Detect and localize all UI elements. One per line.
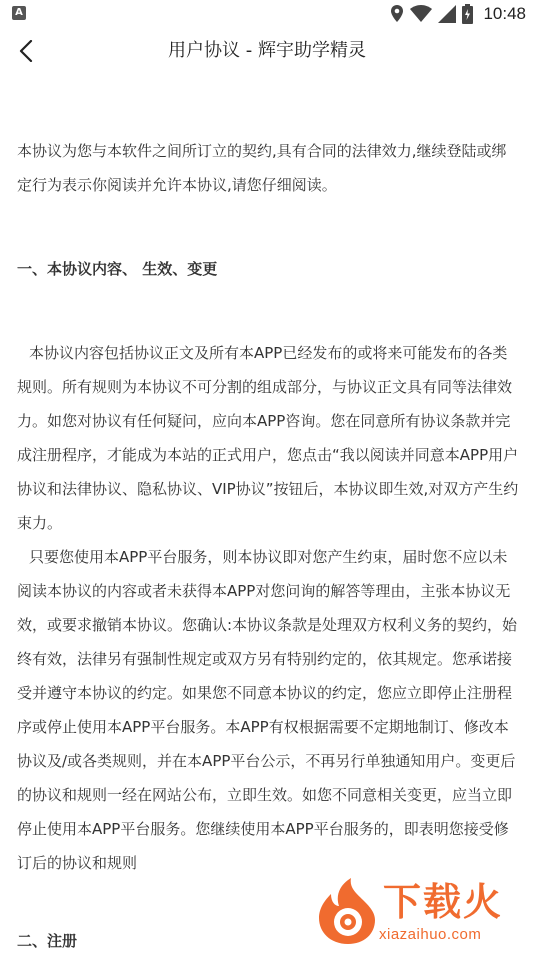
location-icon bbox=[390, 5, 404, 23]
wifi-icon bbox=[410, 5, 432, 23]
back-button[interactable] bbox=[8, 32, 44, 70]
section-paragraph: 只要您使用本APP平台服务，则本协议即对您产生约束，届时您不应以未阅读本协议的内容或者未获得本APP对您问询的解答等理由，主张本协议无效，或要求撤销本协议。您确认:本协议条款是处理双方权利义务的契约，始终有效，法律另有强制性规定或双方另有特别约定的，依其规定。您承诺接受并遵守本协议的约定。如果您不同意本协议的约定，您应立即停止注册程序或停止使用本APP平台服务。本APP有权根据需要不定期地制订、修改本协议及/或各类规则，并在本APP平台公示，不再另行单独通知用户。变更后的协议和规则一经在网站公布，立即生效。如您不同意相关变更，应当立即停止使用本APP平台服务。您继续使用本APP平台服务的，即表明您接受修订后的协议和规则 bbox=[17, 548, 518, 872]
page-title: 用户协议 - 辉宇助学精灵 bbox=[168, 40, 366, 61]
agreement-content bbox=[17, 74, 519, 958]
signal-icon bbox=[438, 5, 456, 23]
section-heading: 一、本协议内容、 生效、变更 bbox=[17, 260, 218, 278]
battery-icon bbox=[462, 4, 473, 24]
nav-bar bbox=[0, 28, 534, 74]
intro-paragraph: 本协议为您与本软件之间所订立的契约,具有合同的法律效力,继续登陆或绑定行为表示你阅读并允许本协议,请您仔细阅读。 bbox=[17, 142, 507, 194]
section-paragraph: 本协议内容包括协议正文及所有本APP已经发布的或将来可能发布的各类规则。所有规则为本协议不可分割的组成部分，与协议正文具有同等法律效力。如您对协议有任何疑问，应向本APP咨询。您在同意所有协议条款并完成注册程序，才能成为本站的正式用户，您点击“我以阅读并同意本APP用户协议和法律协议、隐私协议、VIP协议”按钮后，本协议即生效,对双方产生约束力。 bbox=[17, 344, 519, 532]
spacer bbox=[17, 202, 519, 252]
notification-icon: A bbox=[12, 6, 26, 20]
spacer bbox=[17, 286, 519, 336]
fire-logo-icon bbox=[315, 878, 381, 946]
status-bar bbox=[0, 0, 534, 28]
status-icons bbox=[390, 2, 526, 26]
section-heading: 二、注册 bbox=[17, 932, 78, 950]
watermark-text: 下载火 bbox=[383, 880, 504, 924]
chevron-left-icon bbox=[19, 40, 33, 62]
status-time: 10:48 bbox=[483, 4, 526, 23]
top-spacer bbox=[17, 74, 519, 134]
watermark-url: xiazaihuo.com bbox=[379, 926, 482, 943]
watermark bbox=[315, 878, 530, 948]
